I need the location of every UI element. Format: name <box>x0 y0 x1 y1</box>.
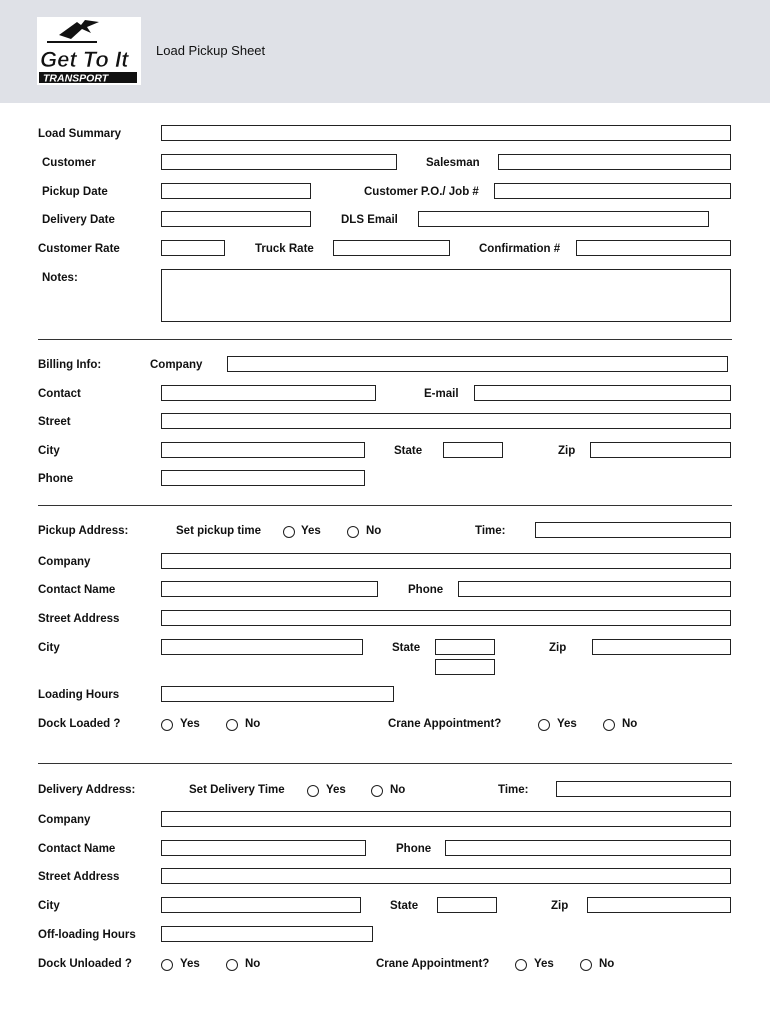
logo-wordmark: Get To It <box>40 47 129 72</box>
dock-unloaded-no-radio[interactable] <box>226 959 238 971</box>
truck-rate-field[interactable] <box>333 240 450 256</box>
dock-loaded-no-label: No <box>245 718 261 730</box>
delivery-time-yes-radio[interactable] <box>307 785 319 797</box>
pickup-heading: Pickup Address: <box>38 525 129 537</box>
logo-subtitle: TRANSPORT <box>43 72 109 85</box>
billing-phone-label: Phone <box>38 473 74 485</box>
pickup-zip-field[interactable] <box>592 639 731 655</box>
delivery-time-no-label: No <box>390 784 406 796</box>
offloading-hours-label: Off-loading Hours <box>38 929 136 941</box>
dock-loaded-yes-label: Yes <box>180 718 200 730</box>
set-pickup-time-label: Set pickup time <box>176 525 261 537</box>
billing-zip-label: Zip <box>558 445 576 457</box>
delivery-heading: Delivery Address: <box>38 784 136 796</box>
billing-phone-field[interactable] <box>161 470 365 486</box>
customer-label: Customer <box>42 157 96 169</box>
pickup-city-label: City <box>38 642 60 654</box>
billing-company-label: Company <box>150 359 203 371</box>
pickup-state-extra-field[interactable] <box>435 659 495 675</box>
load-summary-field[interactable] <box>161 125 731 141</box>
section-divider <box>38 339 732 340</box>
pickup-phone-label: Phone <box>408 584 444 596</box>
delivery-contact-name-label: Contact Name <box>38 843 116 855</box>
confirmation-label: Confirmation # <box>479 243 561 255</box>
billing-email-label: E-mail <box>424 388 459 400</box>
offloading-hours-field[interactable] <box>161 926 373 942</box>
billing-street-field[interactable] <box>161 413 731 429</box>
pickup-company-label: Company <box>38 556 91 568</box>
pickup-contact-name-field[interactable] <box>161 581 378 597</box>
dls-email-field[interactable] <box>418 211 709 227</box>
pickup-contact-name-label: Contact Name <box>38 584 116 596</box>
dock-unloaded-no-label: No <box>245 958 261 970</box>
company-logo <box>37 17 141 85</box>
notes-field[interactable] <box>161 269 731 322</box>
dock-loaded-yes-radio[interactable] <box>161 719 173 731</box>
delivery-zip-label: Zip <box>551 900 569 912</box>
pickup-company-field[interactable] <box>161 553 731 569</box>
billing-city-label: City <box>38 445 60 457</box>
delivery-contact-name-field[interactable] <box>161 840 366 856</box>
delivery-phone-label: Phone <box>396 843 432 855</box>
delivery-state-label: State <box>390 900 419 912</box>
delivery-date-label: Delivery Date <box>42 214 115 226</box>
pickup-time-no-label: No <box>366 525 382 537</box>
salesman-field[interactable] <box>498 154 731 170</box>
delivery-street-label: Street Address <box>38 871 120 883</box>
confirmation-field[interactable] <box>576 240 731 256</box>
billing-contact-label: Contact <box>38 388 81 400</box>
delivery-company-field[interactable] <box>161 811 731 827</box>
billing-company-field[interactable] <box>227 356 728 372</box>
delivery-phone-field[interactable] <box>445 840 731 856</box>
customer-po-label: Customer P.O./ Job # <box>364 186 479 198</box>
pickup-crane-label: Crane Appointment? <box>388 718 502 730</box>
pickup-time-no-radio[interactable] <box>347 526 359 538</box>
truck-rate-label: Truck Rate <box>255 243 314 255</box>
pickup-city-field[interactable] <box>161 639 363 655</box>
pickup-street-label: Street Address <box>38 613 120 625</box>
delivery-time-no-radio[interactable] <box>371 785 383 797</box>
billing-email-field[interactable] <box>474 385 731 401</box>
customer-rate-label: Customer Rate <box>38 243 120 255</box>
loading-hours-label: Loading Hours <box>38 689 120 701</box>
delivery-crane-label: Crane Appointment? <box>376 958 490 970</box>
pickup-state-label: State <box>392 642 421 654</box>
delivery-state-field[interactable] <box>437 897 497 913</box>
delivery-crane-no-radio[interactable] <box>580 959 592 971</box>
billing-state-label: State <box>394 445 423 457</box>
pickup-time-yes-label: Yes <box>301 525 321 537</box>
header-band <box>0 0 770 103</box>
dock-unloaded-yes-label: Yes <box>180 958 200 970</box>
loading-hours-field[interactable] <box>161 686 394 702</box>
customer-field[interactable] <box>161 154 397 170</box>
billing-heading: Billing Info: <box>38 359 102 371</box>
delivery-crane-no-label: No <box>599 958 615 970</box>
customer-po-field[interactable] <box>494 183 731 199</box>
billing-street-label: Street <box>38 416 71 428</box>
pickup-time-field[interactable] <box>535 522 731 538</box>
dock-unloaded-yes-radio[interactable] <box>161 959 173 971</box>
pickup-time-yes-radio[interactable] <box>283 526 295 538</box>
billing-state-field[interactable] <box>443 442 503 458</box>
billing-zip-field[interactable] <box>590 442 731 458</box>
pickup-crane-no-radio[interactable] <box>603 719 615 731</box>
pickup-time-label: Time: <box>475 525 506 537</box>
pickup-crane-yes-label: Yes <box>557 718 577 730</box>
pickup-crane-yes-radio[interactable] <box>538 719 550 731</box>
load-summary-label: Load Summary <box>38 128 122 140</box>
delivery-zip-field[interactable] <box>587 897 731 913</box>
dock-loaded-label: Dock Loaded ? <box>38 718 121 730</box>
delivery-crane-yes-label: Yes <box>534 958 554 970</box>
pickup-phone-field[interactable] <box>458 581 731 597</box>
delivery-crane-yes-radio[interactable] <box>515 959 527 971</box>
salesman-label: Salesman <box>426 157 480 169</box>
pickup-date-field[interactable] <box>161 183 311 199</box>
dock-unloaded-label: Dock Unloaded ? <box>38 958 132 970</box>
delivery-company-label: Company <box>38 814 91 826</box>
billing-contact-field[interactable] <box>161 385 376 401</box>
pickup-state-field[interactable] <box>435 639 495 655</box>
billing-city-field[interactable] <box>161 442 365 458</box>
section-divider <box>38 505 732 506</box>
section-divider <box>38 763 732 764</box>
notes-label: Notes: <box>42 272 78 284</box>
pickup-zip-label: Zip <box>549 642 567 654</box>
dls-email-label: DLS Email <box>341 214 398 226</box>
dock-loaded-no-radio[interactable] <box>226 719 238 731</box>
logo-graphic <box>37 17 141 85</box>
delivery-time-field[interactable] <box>556 781 731 797</box>
delivery-time-yes-label: Yes <box>326 784 346 796</box>
customer-rate-field[interactable] <box>161 240 225 256</box>
delivery-time-label: Time: <box>498 784 529 796</box>
delivery-city-field[interactable] <box>161 897 361 913</box>
pickup-date-label: Pickup Date <box>42 186 108 198</box>
pickup-crane-no-label: No <box>622 718 638 730</box>
delivery-city-label: City <box>38 900 60 912</box>
set-delivery-time-label: Set Delivery Time <box>189 784 285 796</box>
page-title: Load Pickup Sheet <box>156 43 266 58</box>
delivery-date-field[interactable] <box>161 211 311 227</box>
delivery-street-field[interactable] <box>161 868 731 884</box>
pickup-street-field[interactable] <box>161 610 731 626</box>
